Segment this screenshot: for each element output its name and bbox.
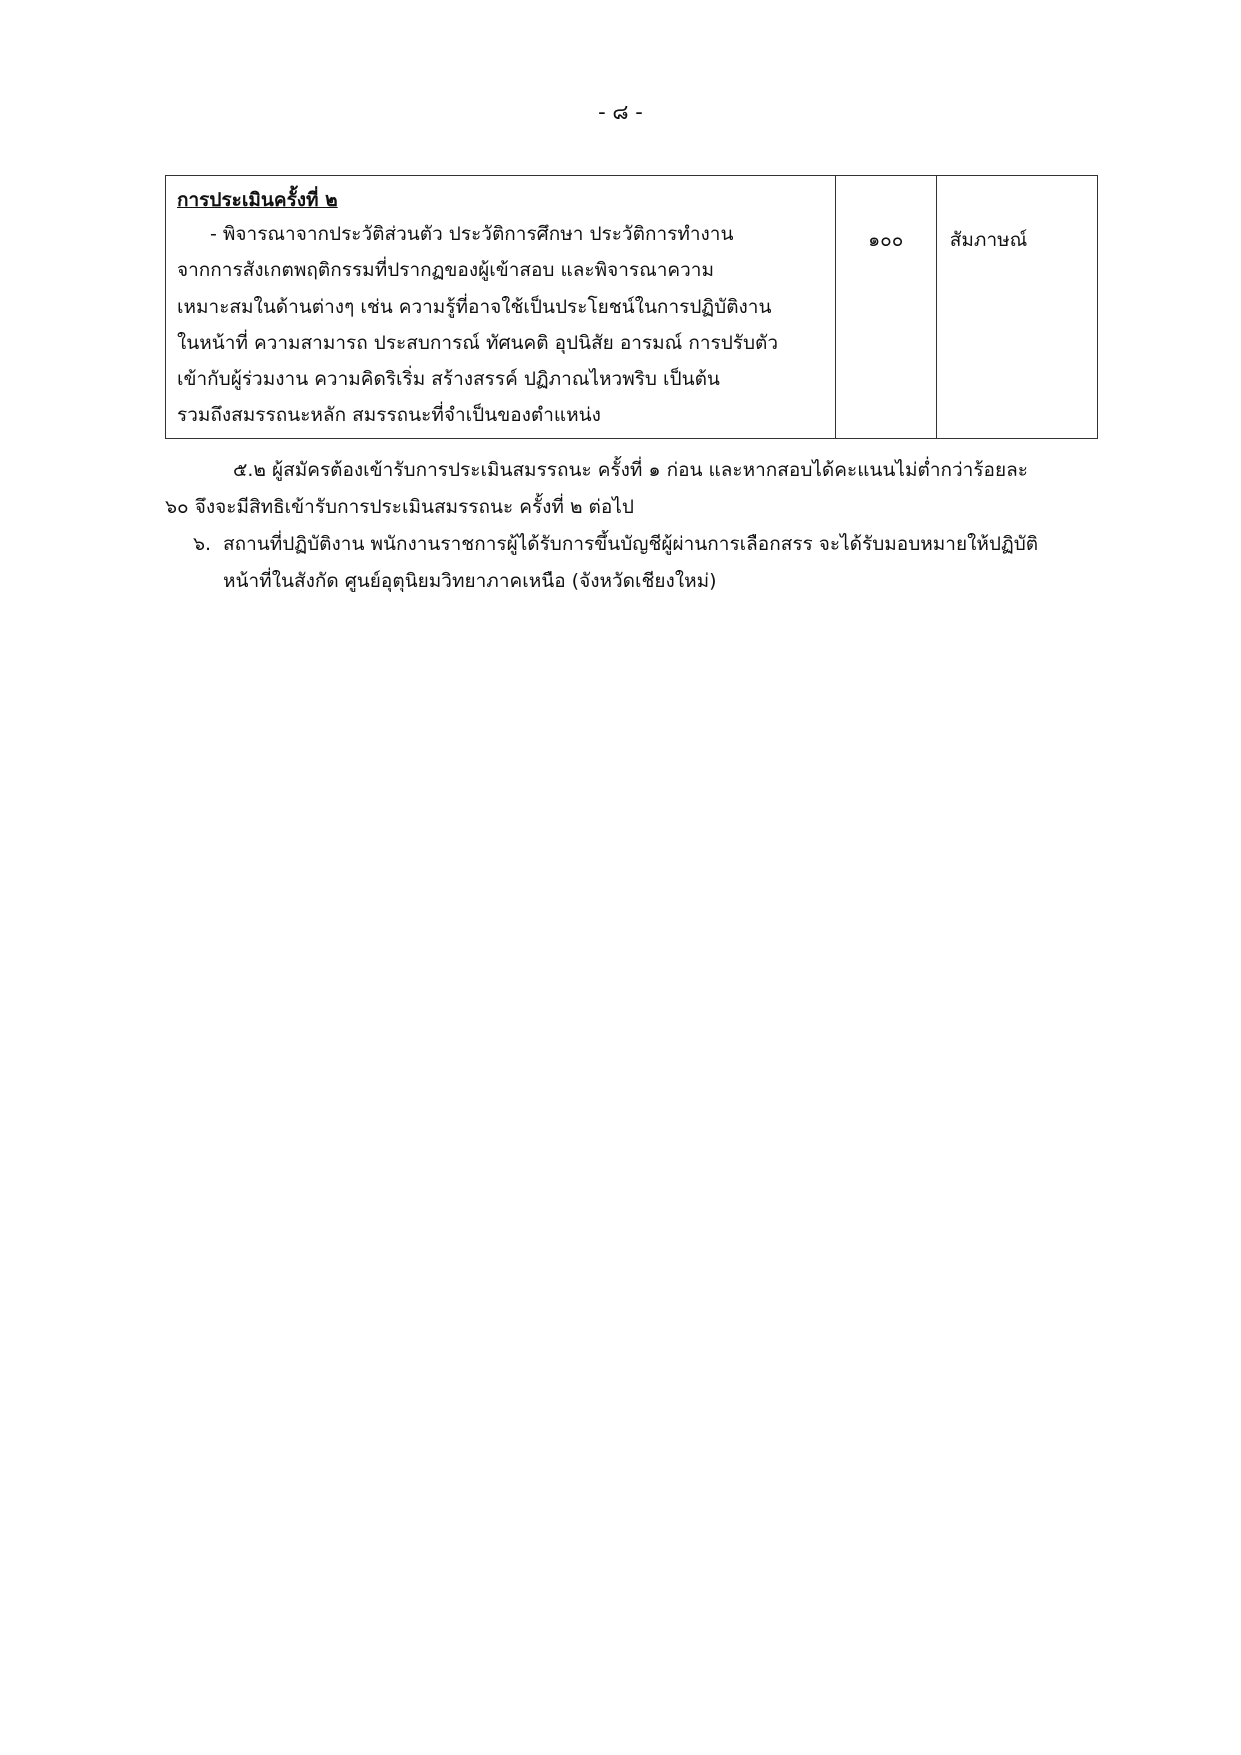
score-value: ๑๐๐ — [868, 229, 904, 251]
description-line: - พิจารณาจากประวัติส่วนตัว ประวัติการศึกษา ประวัติการทำงาน — [210, 223, 734, 245]
paragraph-5-2-line-2: ๖๐ จึงจะมีสิทธิเข้ารับการประเมินสมรรถนะ ครั้งที่ ๒ ต่อไป — [165, 496, 634, 518]
description-cell — [166, 176, 836, 439]
page-number: - ๘ - — [598, 100, 643, 124]
description-line: ในหน้าที่ ความสามารถ ประสบการณ์ ทัศนคติ อุปนิสัย อารมณ์ การปรับตัว — [177, 331, 779, 354]
item-6-line-1 — [165, 526, 1098, 563]
item-6-line-2: หน้าที่ในสังกัด ศูนย์อุตุนิยมวิทยาภาคเหนือ (จังหวัดเชียงใหม่) — [223, 570, 717, 592]
item-6-number: ๖. — [193, 533, 212, 555]
assessment-table — [165, 175, 1098, 439]
score-cell — [835, 176, 936, 439]
method-cell — [936, 176, 1097, 439]
item-6-text-line-1: สถานที่ปฏิบัติงาน พนักงานราชการผู้ได้รับการขึ้นบัญชีผู้ผ่านการเลือกสรร จะได้รับมอบหมายให้ปฏิบัติ — [223, 533, 1039, 555]
description-line: รวมถึงสมรรถนะหลัก สมรรถนะที่จำเป็นของตำแหน่ง — [177, 404, 601, 427]
description-line: เหมาะสมในด้านต่างๆ เช่น ความรู้ที่อาจใช้เป็นประโยชน์ในการปฏิบัติงาน — [177, 295, 772, 318]
round-title: การประเมินครั้งที่ ๒ — [177, 189, 338, 211]
description-line: จากการสังเกตพฤติกรรมที่ปรากฏของผู้เข้าสอบ และพิจารณาความ — [177, 259, 714, 282]
description-line: เข้ากับผู้ร่วมงาน ความคิดริเริ่ม สร้างสรรค์ ปฏิภาณไหวพริบ เป็นต้น — [177, 368, 720, 391]
body-text — [165, 452, 1098, 600]
table-row — [166, 176, 1098, 439]
paragraph-5-2-line-1: ๕.๒ ผู้สมัครต้องเข้ารับการประเมินสมรรถนะ ครั้งที่ ๑ ก่อน และหากสอบได้คะแนนไม่ต่ำกว่าร้อยละ — [233, 459, 1028, 481]
method-value: สัมภาษณ์ — [949, 229, 1028, 251]
